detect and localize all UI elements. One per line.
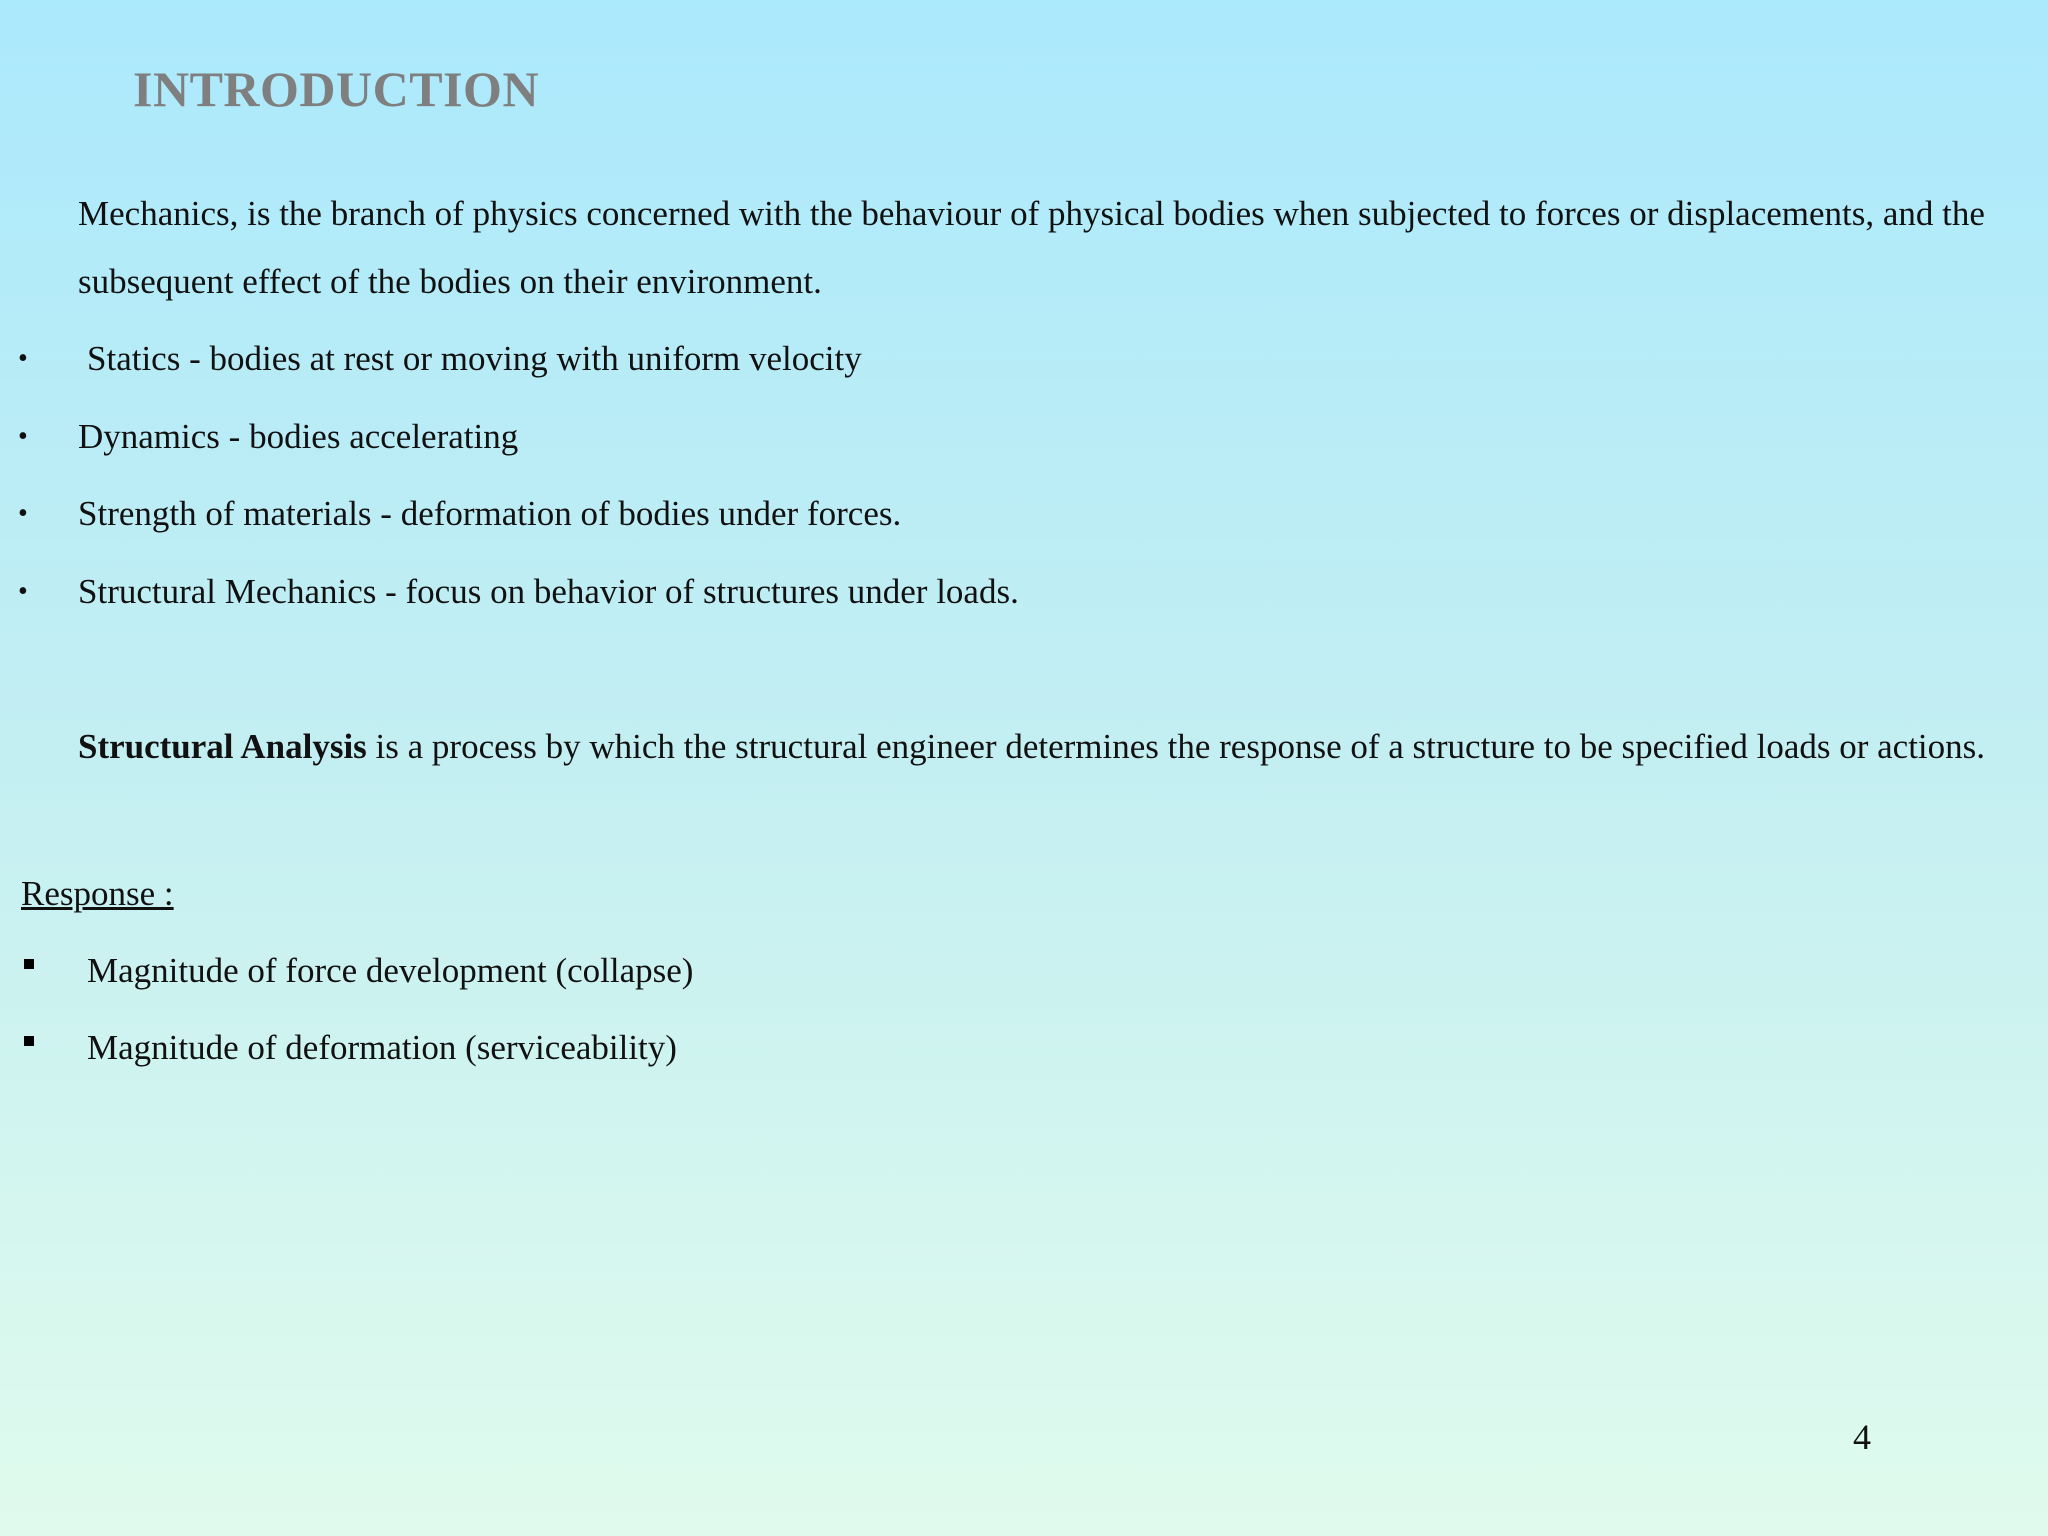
branch-strength-of-materials: Strength of materials - deformation of bodies under forces. [78,494,902,533]
page-number: 4 [1853,1417,1871,1457]
structural-analysis-text: is a process by which the structural engineer determines the response of a structure to be specified loads or actions. [366,727,1986,766]
mechanics-definition: Mechanics, is the branch of physics concerned with the behaviour of physical bodies when subjected to forces or displacements, and the subsequent effect of the bodies on their environment. [78,194,1985,301]
slide-title: INTRODUCTION [133,61,540,117]
branch-dynamics: Dynamics - bodies accelerating [78,416,519,456]
bullet-dot-icon: • [18,575,28,607]
branch-statics: Statics - bodies at rest or moving with uniform velocity [87,339,862,378]
structural-analysis-definition [78,713,2008,781]
branch-structural-mechanics: Structural Mechanics - focus on behavior of structures under loads. [78,571,1019,611]
square-bullet-icon [24,1036,34,1046]
response-deformation: Magnitude of deformation (serviceability) [87,1028,677,1067]
bullet-dot-icon: • [18,498,28,529]
structural-analysis-term: Structural Analysis [78,727,367,766]
square-bullet-icon [24,959,34,969]
bullet-dot-icon: • [18,420,28,452]
response-heading: Response : [21,874,174,913]
response-force-development: Magnitude of force development (collapse) [87,951,694,990]
bullet-dot-icon: • [18,343,28,374]
